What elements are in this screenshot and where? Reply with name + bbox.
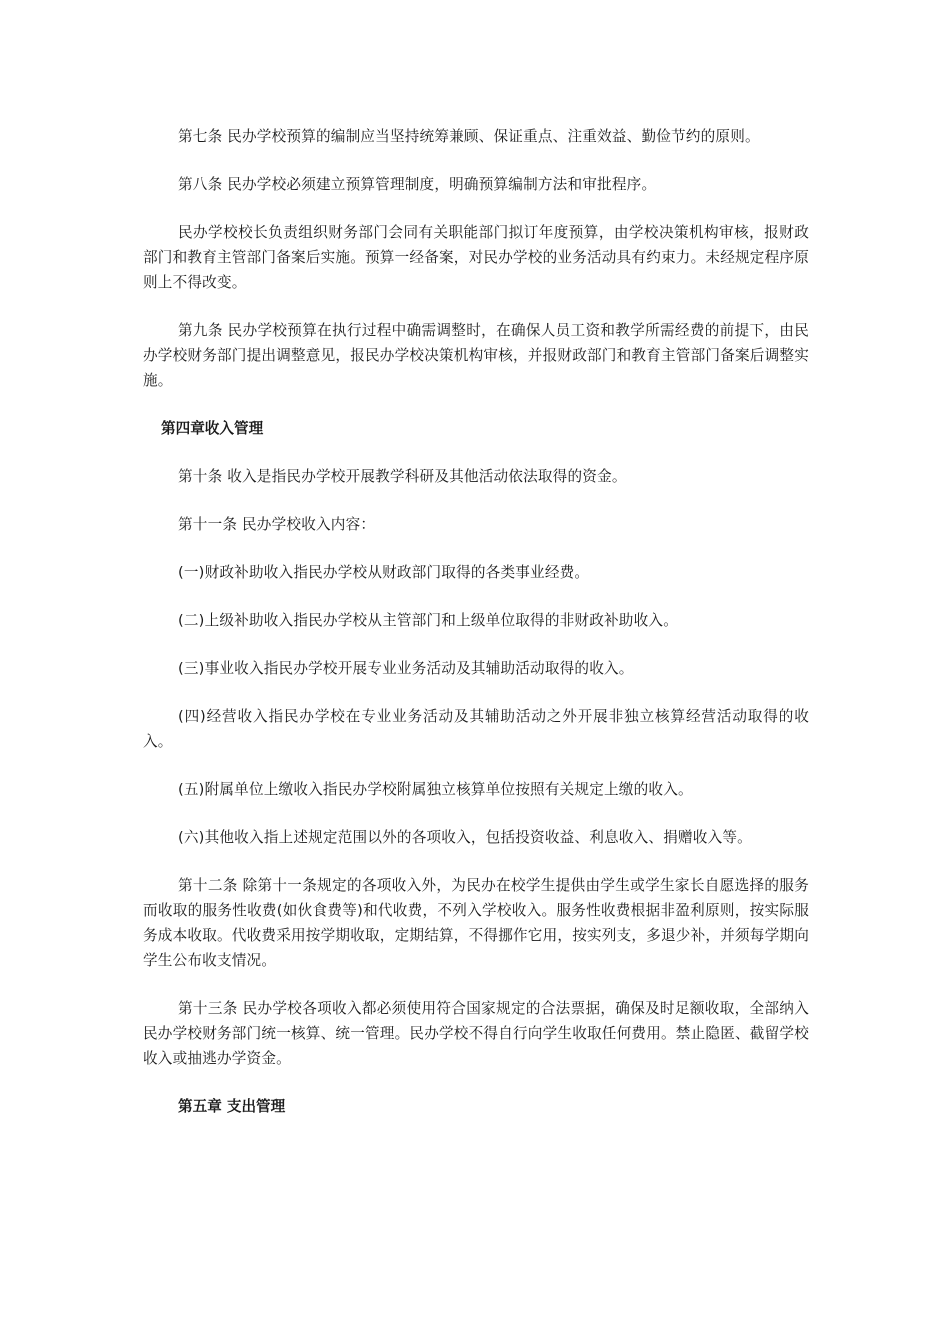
chapter-4-heading: 第四章收入管理 [161,420,264,437]
article-11-item-6: (六)其他收入指上述规定范围以外的各项收入，包括投资收益、利息收入、捐赠收入等。 [178,829,752,846]
article-11-item-5: (五)附属单位上缴收入指民办学校附属独立核算单位按照有关规定上缴的收入。 [178,781,693,798]
article-11-item-4: (四)经营收入指民办学校在专业业务活动及其辅助活动之外开展非独立核算经营活动取得的收入。 [143,708,809,750]
article-10: 第十条 收入是指民办学校开展教学科研及其他活动依法取得的资金。 [178,468,627,485]
document-page [143,124,809,1142]
article-8-detail: 民办学校校长负责组织财务部门会同有关职能部门拟订年度预算，由学校决策机构审核，报财政部门和教育主管部门备案后实施。预算一经备案，对民办学校的业务活动具有约束力。未经规定程序原则上不得改变。 [143,224,809,291]
article-11-item-3: (三)事业收入指民办学校开展专业业务活动及其辅助活动取得的收入。 [178,660,634,677]
article-7: 第七条 民办学校预算的编制应当坚持统筹兼顾、保证重点、注重效益、勤俭节约的原则。 [178,128,760,145]
article-8: 第八条 民办学校必须建立预算管理制度，明确预算编制方法和审批程序。 [178,176,657,193]
article-11-item-2: (二)上级补助收入指民办学校从主管部门和上级单位取得的非财政补助收入。 [178,612,678,629]
article-13: 第十三条 民办学校各项收入都必须使用符合国家规定的合法票据，确保及时足额收取，全部纳入民办学校财务部门统一核算、统一管理。民办学校不得自行向学生收取任何费用。禁止隐匿、截留学校收入或抽逃办学资金。 [143,1000,809,1067]
article-11-item-1: (一)财政补助收入指民办学校从财政部门取得的各类事业经费。 [178,564,590,581]
chapter-5-heading: 第五章 支出管理 [178,1098,286,1115]
article-12: 第十二条 除第十一条规定的各项收入外，为民办在校学生提供由学生或学生家长自愿选择的服务而收取的服务性收费(如伙食费等)和代收费，不列入学校收入。服务性收费根据非盈利原则，按实际服务成本收取。代收费采用按学期收取，定期结算，不得挪作它用，按实列支，多退少补，并须每学期向学生公布收支情况。 [143,877,809,969]
article-11: 第十一条 民办学校收入内容： [178,516,376,533]
article-9: 第九条 民办学校预算在执行过程中确需调整时，在确保人员工资和教学所需经费的前提下，由民办学校财务部门提出调整意见，报民办学校决策机构审核，并报财政部门和教育主管部门备案后调整实施。 [143,322,809,389]
